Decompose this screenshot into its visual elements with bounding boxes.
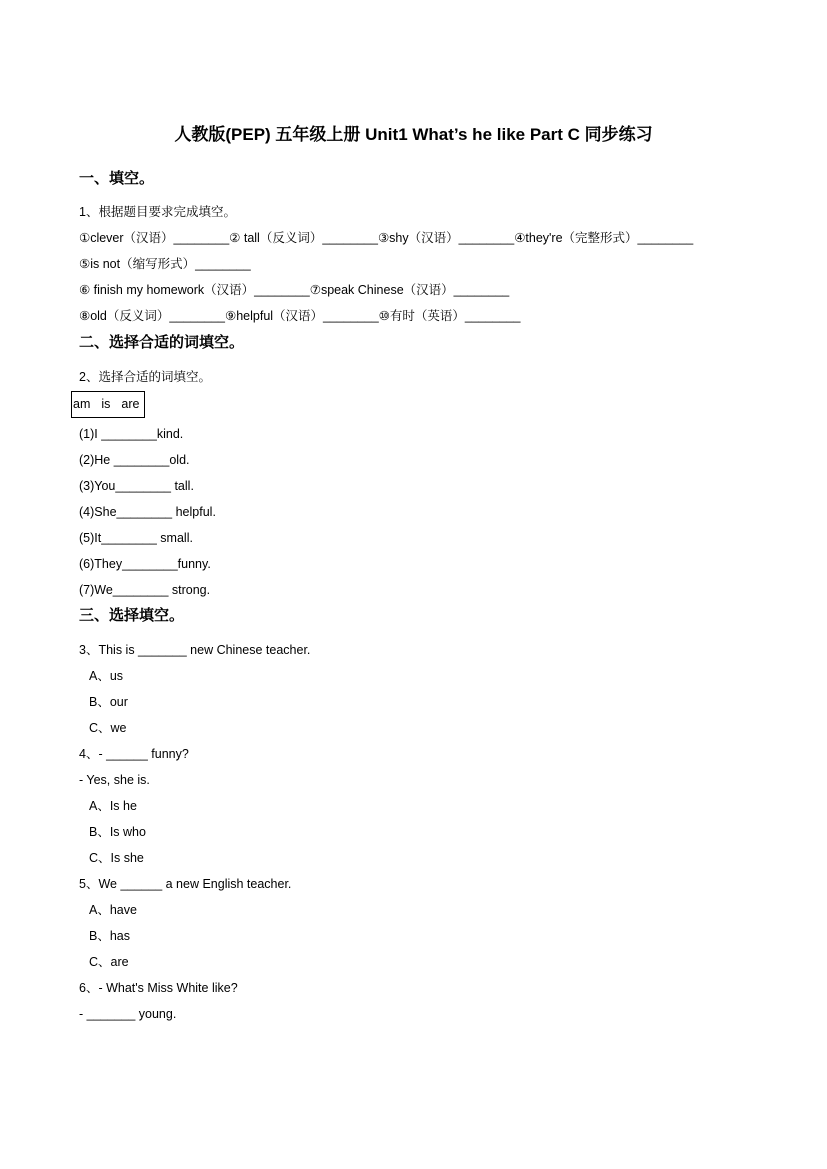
word-bank-word: are: [121, 397, 140, 411]
section-heading-multiple-choice: 三、选择填空。: [79, 607, 185, 624]
question-4-option-b: B、Is who: [89, 825, 146, 839]
question-5-option-c: C、are: [89, 955, 129, 969]
question-3-option-c: C、we: [89, 721, 127, 735]
question-4-option-c: C、Is she: [89, 851, 144, 865]
question-2-item: (3)You________ tall.: [79, 479, 194, 493]
word-bank-word: is: [101, 397, 111, 411]
question-3: 3、This is _______ new Chinese teacher.: [79, 643, 311, 657]
question-2-item: (4)She________ helpful.: [79, 505, 216, 519]
question-2-item: (7)We________ strong.: [79, 583, 211, 597]
question-1: 1、根据题目要求完成填空。: [79, 205, 236, 219]
page-title: 人教版(PEP) 五年级上册 Unit1 What’s he like Part C 同步练习: [174, 125, 653, 144]
question-2-item: (1)I ________kind.: [79, 427, 184, 441]
word-bank-box: [71, 391, 145, 418]
question-3-option-a: A、us: [89, 669, 124, 683]
section-heading-choose-words: 二、选择合适的词填空。: [79, 334, 245, 351]
question-4-reply: - Yes, she is.: [79, 773, 150, 787]
question-2-item: (5)It________ small.: [79, 531, 193, 545]
section-heading-fill-in: 一、填空。: [79, 170, 155, 187]
question-6: 6、- What's Miss White like?: [79, 981, 238, 995]
question-2-item: (2)He ________old.: [79, 453, 190, 467]
question-5: 5、We ______ a new English teacher.: [79, 877, 292, 891]
question-6-reply: - _______ young.: [79, 1007, 177, 1021]
question-4: 4、- ______ funny?: [79, 747, 189, 761]
question-2: 2、选择合适的词填空。: [79, 370, 211, 384]
word-bank-word: am: [73, 397, 91, 411]
question-5-option-a: A、have: [89, 903, 137, 917]
question-3-option-b: B、our: [89, 695, 128, 709]
question-1-line-4: ⑧old（反义词）________⑨helpful（汉语）________⑩有时（英语）________: [79, 309, 521, 323]
question-1-line-1: ①clever（汉语）________② tall（反义词）________③shy（汉语）________④they're（完整形式）________: [79, 231, 694, 245]
question-5-option-b: B、has: [89, 929, 130, 943]
question-1-line-2: ⑤is not（缩写形式）________: [79, 257, 251, 271]
question-4-option-a: A、Is he: [89, 799, 137, 813]
question-1-line-3: ⑥ finish my homework（汉语）________⑦speak Chinese（汉语）________: [79, 283, 510, 297]
question-2-item: (6)They________funny.: [79, 557, 211, 571]
